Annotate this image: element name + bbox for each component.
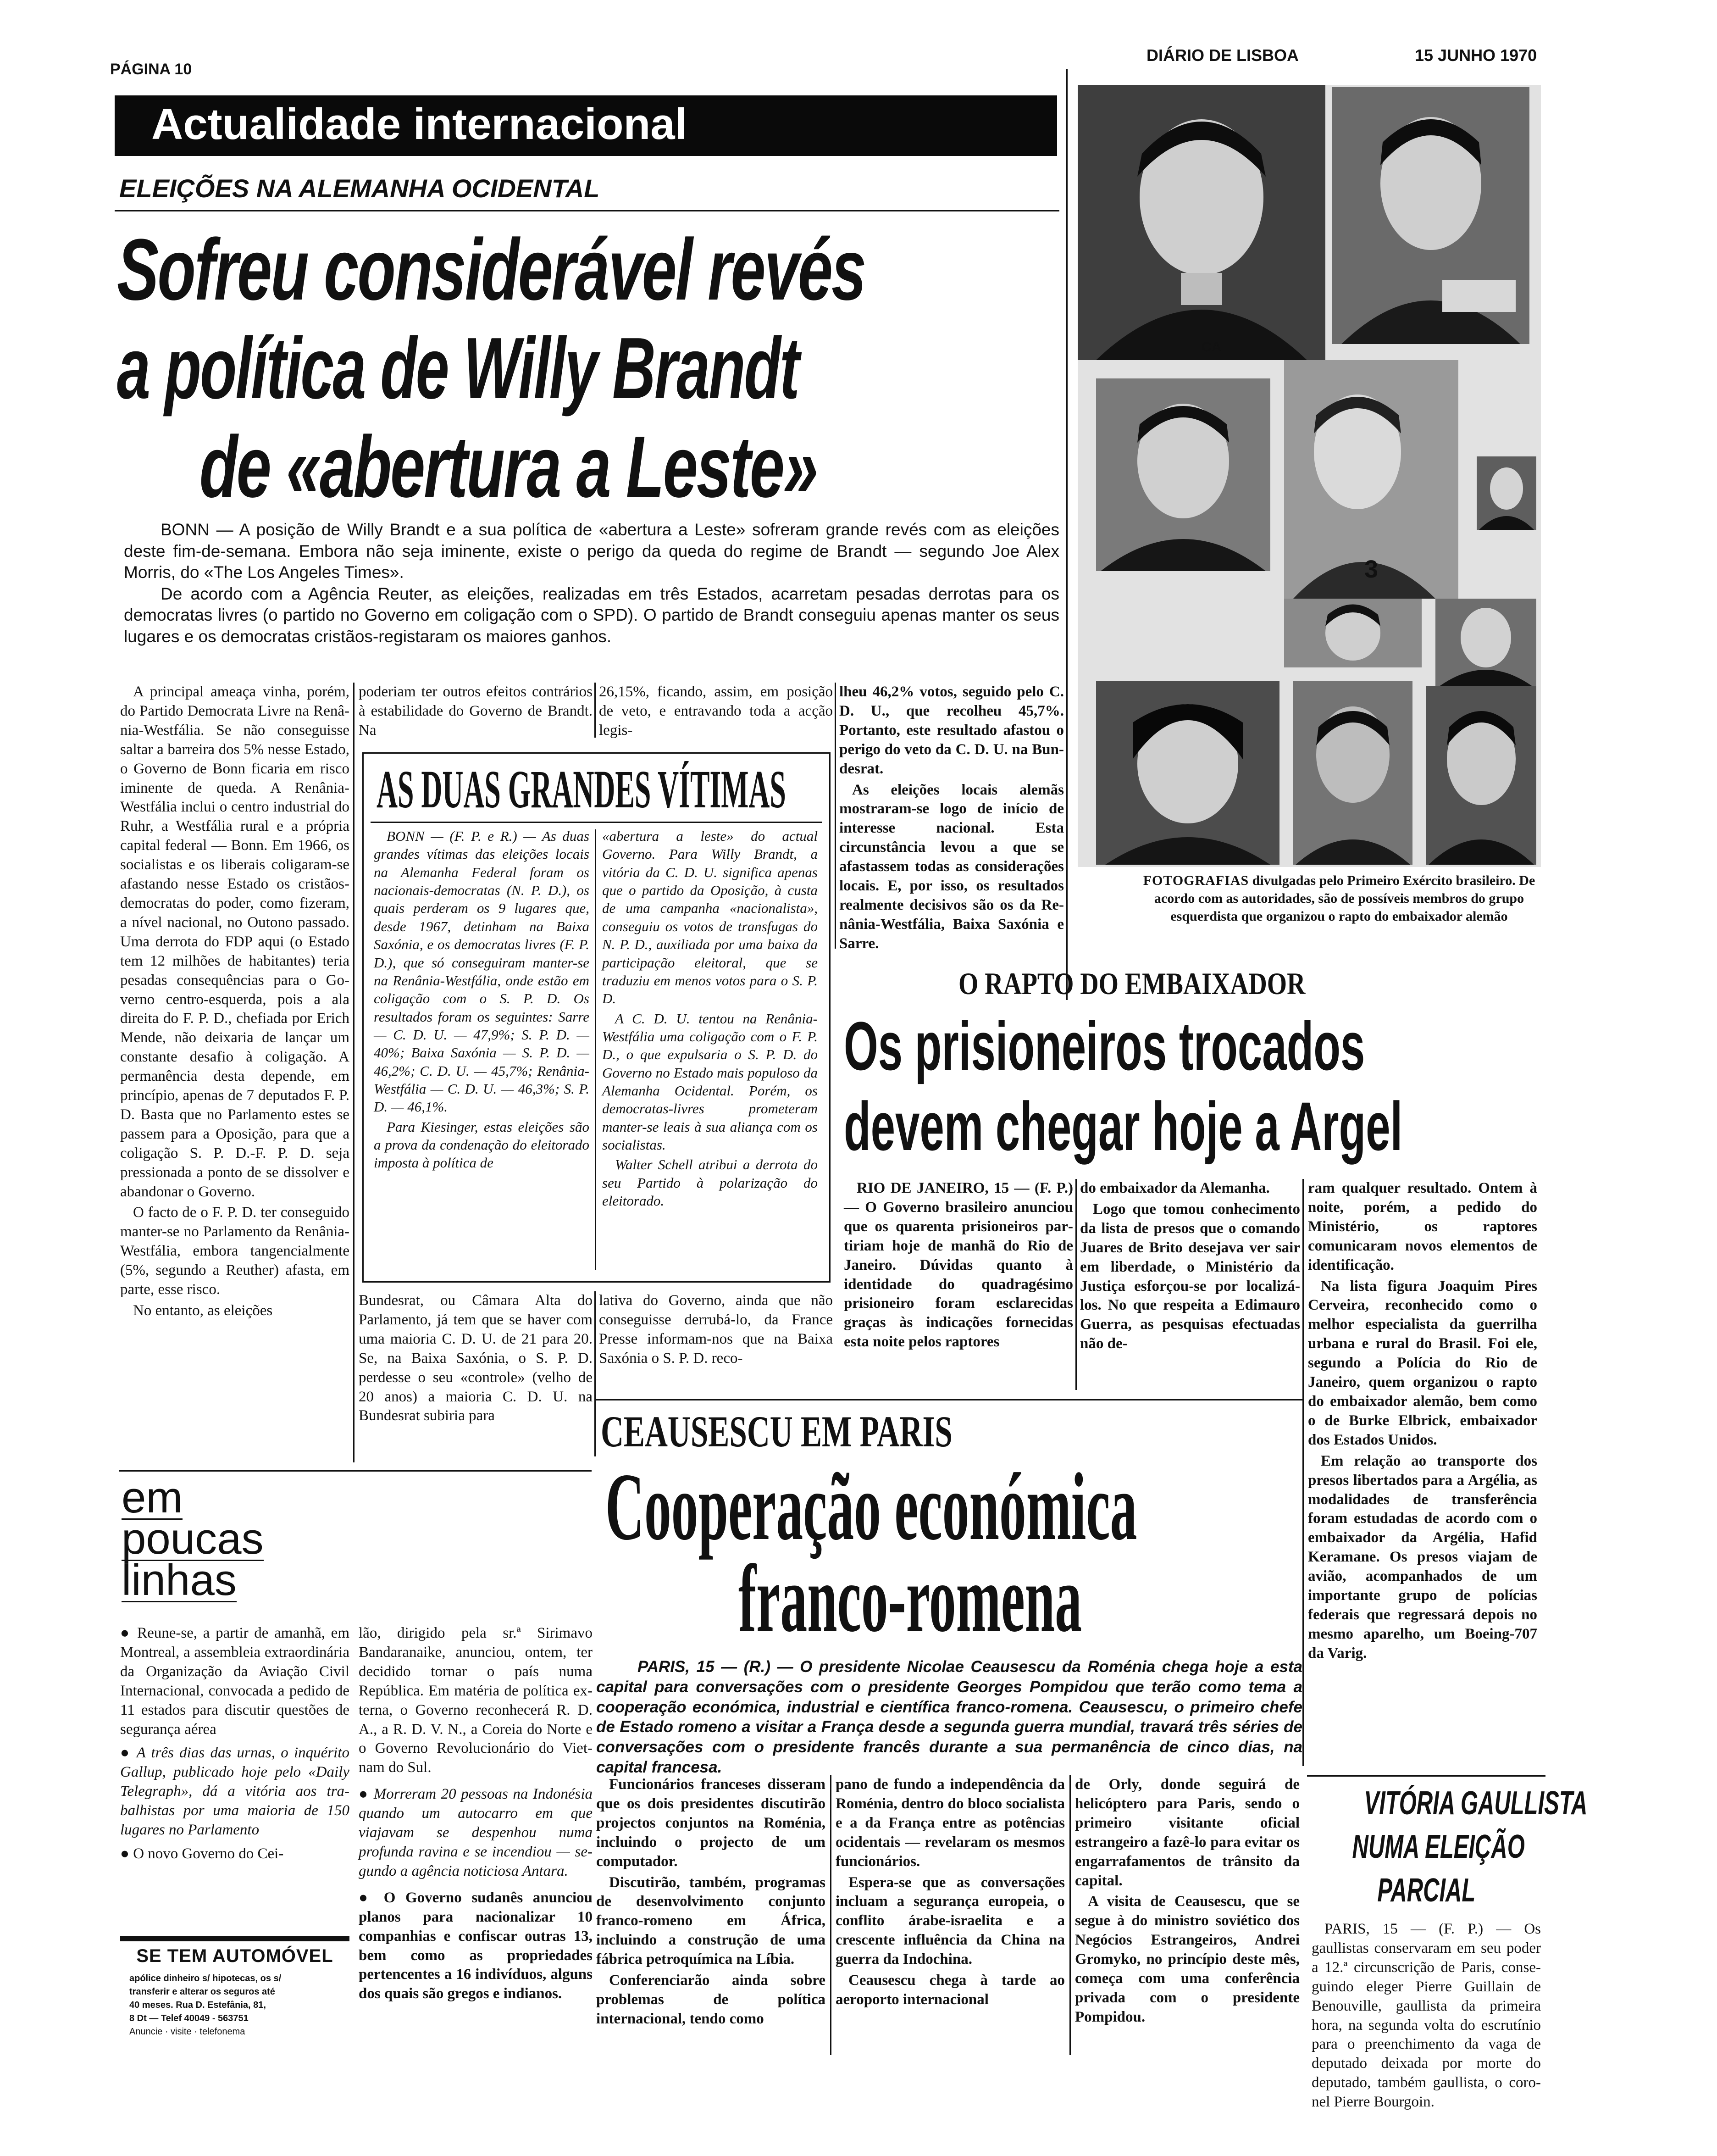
- photo-tag-3: 3: [1364, 556, 1379, 583]
- lead-col3-bottom: lativa do Governo, ainda que não conseguisse derrubá-lo, da France Presse informam-nos que na Baixa Saxónia o S. P. D. reco-: [599, 1292, 833, 1367]
- lead-body-col-1: [120, 683, 349, 1467]
- ceausescu-headline: [596, 1454, 1302, 1652]
- victims-sidebar-box: [362, 752, 831, 1283]
- victims-col1-p1: BONN — (F. P. e R.) — As duas grandes vítimas das eleições locais na Alemanha Federal foram os nacionais-democratas (N. P. D.), os quais perderam os 9 lugares que, desde 1967, detinham na Baixa Saxónia, e os democratas livres (F. P. D.), que só conseguiram manter-se na Renânia-Westfália, onde estão em coligação com o S. P. D. Os resultados foram os seguintes: Sarre — C. D. U. — 47,9%; S. P. D. — 40%; Baixa Saxónia — S. P. D. — 46,2%; C. D. U. — 45,7%; Renânia-Westfália — C. D. U. — 46,3%; S. P. D. — 46,1%.: [374, 828, 589, 1115]
- brief-top-rule: [119, 1470, 592, 1472]
- lead-body-col-2-bottom: [359, 1291, 593, 1456]
- gaullist-top-rule: [1307, 1775, 1545, 1777]
- suspect-photo-8: [1096, 681, 1279, 865]
- classified-ad: [120, 1936, 349, 2065]
- kidnap-col3-p3: Em relação ao transporte dos presos libertados para a Argélia, as modalidades de transferência foram estudadas de acordo com o embaixador da Argélia, Hafid Keramane. Os presos viajam de avião, acompanhados de um importante grupo de polícias federais que regressará depois no mesmo aparelho, um Boeing-707 da Varig.: [1308, 1452, 1537, 1661]
- kicker-rule: [115, 210, 1059, 211]
- ceausescu-intro-text: PARIS, 15 — (R.) — O presidente Nicolae Ceausescu da Roménia chega hoje a esta capital para conversações com o presidente Georges Pompidou que terão como tema a cooperação económica, industrial e científica franco-romena. Ceausescu, o primeiro chefe de Estado romeno a visitar a França desde a segunda guerra mundial, travará três séries de conversações com o presidente francês durante a sua permanência de cinco dias, na capital francesa.: [596, 1658, 1302, 1776]
- ceausescu-col2-p3: Ceausescu chega à tarde ao aeroporto internacional: [836, 1972, 1065, 2008]
- lead-col2-top: poderiam ter outros efeitos contrários à estabilidade do Governo de Brandt. Na: [359, 683, 593, 739]
- ceausescu-headline-line-1: Cooperação económica: [605, 1454, 1137, 1560]
- suspect-photo-10: [1426, 686, 1536, 865]
- brief-col-2: [359, 1624, 593, 2060]
- suspect-portrait-2: [1332, 87, 1529, 344]
- brief-logo-line-3: linhas: [122, 1556, 237, 1605]
- victims-col2-p3: Walter Schell atribui a derrota do seu Partido à polarização do eleitorado.: [602, 1156, 818, 1209]
- suspect-portrait-3: [1096, 378, 1270, 571]
- ceausescu-col-3: [1075, 1775, 1300, 2060]
- section-kicker: ELEIÇÕES NA ALEMANHA OCIDENTAL: [119, 174, 600, 203]
- brief-item-5: [359, 1785, 593, 1881]
- column-rule: [1069, 1775, 1071, 2055]
- ceausescu-top-rule: [596, 1399, 1302, 1400]
- lead-intro: [124, 519, 1059, 648]
- suspect-portrait-5: [1477, 456, 1536, 530]
- lead-headline: [117, 219, 1066, 522]
- classified-ad-line: 40 meses. Rua D. Estefânia, 81,: [129, 2000, 266, 2010]
- ceausescu-col1-p3: Conferenciarão ainda sobre problemas de política internacional, tendo como: [596, 1972, 825, 2027]
- lead-intro-p1: BONN — A posição de Willy Brandt e a sua política de «abertura a Leste» sofreram grande revés com as eleições deste fim-de-semana. Embora não seja iminente, existe o perigo da queda do regime de Brandt — segundo Joe Alex Morris, do «The Los Angeles Times».: [124, 520, 1059, 582]
- issue-date: 15 JUNHO 1970: [1415, 46, 1537, 65]
- suspect-portrait-1: [1078, 85, 1325, 360]
- gaullist-body: [1312, 1920, 1541, 2111]
- victims-headline: AS DUAS GRANDES VÍTIMAS: [377, 759, 786, 819]
- headline-line-2: a política de Willy Brandt: [117, 320, 798, 417]
- column-rule: [830, 1775, 831, 2055]
- suspect-photo-7: [1435, 599, 1536, 686]
- lead-col3-top: 26,15%, ficando, assim, em posição de veto, e entravando toda a acção legis-: [599, 683, 833, 739]
- suspect-portrait-10: [1426, 686, 1536, 865]
- gaullist-headline: [1312, 1782, 1588, 1915]
- victims-col-2: [602, 827, 818, 1277]
- kidnap-headline: [844, 1007, 1545, 1172]
- newspaper-name: DIÁRIO DE LISBOA: [1147, 46, 1299, 65]
- victims-col2-p2: A C. D. U. tentou na Renânia-Westfália uma coligação com o F. P. D., o que expulsaria o S. P. D. do Governo no Estado mais populoso da Alemanha Ocidental. Porém, os democratas-livres prometeram manter-se leais à sua aliança com os socialistas.: [602, 1010, 818, 1153]
- brief-item-2: [120, 1744, 349, 1840]
- column-rule: [1075, 1179, 1077, 1390]
- lead-col4-p2: As eleições locais alemãs mostraram-se logo de início de interesse nacional. Esta circunstância levou a que se afastassem todas as considerações locais. E, por isso, os resultados realmente decisivos são os da Renânia-Westfália, Baixa Saxónia e Sarre.: [839, 781, 1064, 952]
- classified-ad-line: apólice dinheiro s/ hipotecas, os s/: [129, 1973, 282, 1984]
- lead-intro-p2: De acordo com a Agência Reuter, as eleições, realizadas em três Estados, acarretam pesadas derrotas para os democratas livres (o partido no Governo em coligação com o SPD). O partido de Brandt conseguiu apenas manter os seus lugares e os democratas cristãos-registaram os maiores ganhos.: [124, 584, 1059, 646]
- ceausescu-kicker: [601, 1406, 1151, 1456]
- suspect-portrait-8: [1096, 681, 1279, 865]
- brief-item-1-text: Reune-se, a partir de amanhã, em Montreal, a assembleia extraordinária da Organização da Aviação Civil Internacional, convocada a pedido de 11 estados para discutir questões de segurança aérea: [120, 1625, 350, 1738]
- column-rule: [595, 829, 596, 1270]
- classified-ad-line: 8 Dt — Telef 40049 - 563751: [129, 2013, 249, 2023]
- bullet-icon: ●: [120, 1625, 138, 1641]
- brief-item-4: [359, 1624, 593, 1778]
- kidnap-col1-p1: RIO DE JANEIRO, 15 — (F. P.) — O Governo brasileiro anunciou que os quarenta prisioneiros partiriam hoje de manhã do Rio de Janeiro. Dúvidas quanto à identidade do quadragésimo prisioneiro foram esclarecidas graças às indicações fornecidas esta noite pelos raptores: [844, 1180, 1073, 1350]
- bullet-icon: ●: [120, 1745, 137, 1761]
- column-rule: [353, 683, 354, 1462]
- classified-ad-line: transferir e alterar os seguros até: [129, 1987, 275, 1997]
- photo-caption: [1137, 872, 1541, 925]
- gaullist-headline-line-1: VITÓRIA GAULLISTA: [1364, 1785, 1588, 1822]
- gaullist-text: PARIS, 15 — (F. P.) — Os gaullistas conservaram em seu poder a 12.ª circunscrição de Paris, conseguindo eleger Pierre Guillain de Benouville, gaullista da primeira hora, na segunda volta do escrutínio para o preenchimento da vaga de deputado deixada por morte do deputado, também gaullista, o coronel Pierre Bourgoin.: [1312, 1921, 1541, 2111]
- ceausescu-col3-p2: A visita de Ceausescu, que se segue à do ministro soviético dos Negócios Estrangeiros, Andrei Gromyko, no princípio deste mês, começa com uma conferência privada com o presidente Pompidou.: [1075, 1893, 1300, 2025]
- column-rule: [594, 683, 596, 738]
- suspect-portrait-9: [1293, 681, 1412, 865]
- suspect-photo-6: [1284, 599, 1422, 667]
- lead-body-col-4: [839, 683, 1064, 953]
- kidnap-col-2: [1080, 1179, 1300, 1395]
- brief-logo-line-2: poucas: [122, 1514, 264, 1563]
- victims-rule: [371, 822, 822, 823]
- victims-col-1: [374, 827, 589, 1277]
- brief-logo-line-1: em: [122, 1473, 183, 1522]
- lead-body-col-2-top: [359, 683, 593, 742]
- ceausescu-intro: [596, 1657, 1302, 1776]
- ceausescu-col1-p2: Discutirão, também, programas de desenvolvimento conjunto franco-romeno em África, incluindo a construção de uma fábrica petroquímica na Líbia.: [596, 1874, 825, 1968]
- kidnap-kicker-text: O RAPTO DO EMBAIXADOR: [958, 966, 1306, 1001]
- suspect-photo-2: [1332, 87, 1529, 344]
- lead-col4-p1: lheu 46,2% votos, seguido pelo C. D. U., que recolheu 45,7%. Portanto, este resultado afastou o perigo do veto da C. D. U. na Bundesrat.: [839, 683, 1064, 777]
- brief-item-6-text: O Governo sudanês anunciou planos para nacionalizar 10 companhias e confiscar outras 13, bem como as propriedades pertencentes a 16 indivíduos, alguns dos quais são gregos e indianos.: [359, 1889, 593, 2002]
- brief-item-1: [120, 1624, 349, 1739]
- headline-line-1: Sofreu considerável revés: [117, 221, 865, 318]
- ceausescu-col3-p1: de Orly, donde seguirá de helicóptero para Paris, sendo o primeiro visitante oficial estrangeiro a fazê-lo para evitar os engarrafamentos de trânsito da capital.: [1075, 1776, 1300, 1889]
- suspect-portrait-6: [1284, 599, 1422, 667]
- photo-caption-lead: FOTOGRAFIAS: [1143, 873, 1249, 888]
- kidnap-col3-p1: ram qualquer resultado. Ontem à noite, porém, a pedido do Ministério, os raptores comunicaram novos elementos de identificação.: [1308, 1180, 1537, 1273]
- lead-col2-bottom: Bundesrat, ou Câmara Alta do Parlamento, já tem que se haver com uma maioria C. D. U. de 21 para 20. Se, na Baixa Saxónia, o S. P. D. perdesse o seu «controle» (velho de 20 anos) a maioria C. D. U. na Bundesrat subiria para: [359, 1292, 593, 1424]
- brief-item-3-text: O novo Governo do Cei-: [133, 1845, 284, 1862]
- ceausescu-headline-line-2: franco-romena: [738, 1545, 1082, 1652]
- section-banner: [115, 95, 1057, 156]
- kidnap-headline-line-1: Os prisioneiros trocados: [844, 1007, 1365, 1084]
- brief-item-4-text: lão, dirigido pela sr.ª Sirimavo Bandaranaike, anunciou, ontem, ter decidido tornar o país numa República. Em matéria de política externa, o Governo reconhecerá R. D. A., a R. D. V. N., a Coreia do Norte e o Governo Revolucionário do Vietnam do Sul.: [359, 1625, 593, 1776]
- brief-item-6: [359, 1889, 593, 2004]
- bullet-icon: ●: [120, 1845, 133, 1862]
- kidnap-col2-p2: Logo que tomou conhecimento da lista de presos que o comando Juares de Brito desejava ver sair em liberdade, o Ministério da Justiça esforçou-se por localizá-los. No que respeita a Edimauro Guerra, as pesquisas efectuadas não de-: [1080, 1200, 1300, 1352]
- kidnap-col2-p1: do embaixador da Alemanha.: [1080, 1180, 1270, 1196]
- bullet-icon: ●: [359, 1786, 374, 1803]
- column-rule: [835, 683, 836, 949]
- kidnap-kicker: [958, 966, 1435, 1002]
- gaullist-headline-line-2: NUMA ELEIÇÃO: [1352, 1828, 1525, 1865]
- gaullist-headline-line-3: PARCIAL: [1377, 1872, 1475, 1909]
- classified-ad-line: Anuncie · visite · telefonema: [129, 2027, 245, 2037]
- ceausescu-kicker-text: CEAUSESCU EM PARIS: [601, 1407, 953, 1456]
- bullet-icon: ●: [359, 1889, 384, 1906]
- lead-body-col-3-top: [599, 683, 833, 742]
- kidnap-headline-line-2: devem chegar hoje a Argel: [844, 1088, 1403, 1165]
- page-divider: [1066, 69, 1068, 1000]
- suspect-photo-1: [1078, 85, 1325, 360]
- classified-ad-heading: SE TEM AUTOMÓVEL: [136, 1946, 333, 1966]
- lead-col1-p2: O facto de o F. P. D. ter conseguido manter-se no Parlamento da Renânia-Westfália, embora tangencialmente (5%, segundo a Reuther) afasta, em parte, esse risco.: [120, 1204, 349, 1298]
- lead-col1-p1: A principal ameaça vinha, porém, do Partido Democrata Livre na Renânia-Westfália. Se não conseguisse saltar a barreira dos 5% nesse Estado, o Governo de Bonn ficaria em risco iminente de queda. A Renânia-Westfália inclui o centro industrial do Ruhr, a Westfália rural e a própria capital federal — Bonn. Em 1966, os socialistas e os liberais coligaram-se afastando nesse Estado os cristãos-democratas do poder, como fizeram, a nível nacional, no Outono passado. Uma derrota do FDP aqui (o Estado tem 12 milhões de habitantes) teria pesadas consequências para o Governo centro-esquerda, pois a ala direita do F. P. D., chefiada por Erich Mende, não deixaria de lançar um constante desafio à coligação. A permanência desta depende, em princípio, apenas de 7 deputados F. P. D. Basta que no Parlamento estes se passem para a Oposição, para que a coligação S. P. D.-F. P. D. seja pressionada a ponto de se dissolver e abandonar o Governo.: [120, 683, 349, 1200]
- ceausescu-col-2: [836, 1775, 1065, 2060]
- brief-item-5-text: Morreram 20 pessoas na Indonésia quando um autocarro em que viajavam se despenhou numa profunda ravina e se incendiou — segundo a agência noticiosa Antara.: [359, 1786, 593, 1879]
- suspect-photo-5: [1477, 456, 1536, 530]
- section-banner-title: Actualidade internacional: [151, 100, 687, 149]
- photo-panel: [1078, 85, 1541, 867]
- ceausescu-col-1: [596, 1775, 825, 2060]
- suspect-photo-9: [1293, 681, 1412, 865]
- victims-col1-p2: Para Kiesinger, estas eleições são a prova da condenação do eleitorado imposta à política de: [374, 1118, 589, 1171]
- brief-logo: [122, 1473, 378, 1605]
- ceausescu-col2-p2: Espera-se que as conversações incluam a segurança europeia, o conflito árabe-israelita e a crescente influência da China na guerra da Indochina.: [836, 1874, 1065, 1968]
- brief-col-1: [120, 1624, 349, 1922]
- page-number: PÁGINA 10: [110, 61, 192, 78]
- suspect-photo-3: [1096, 378, 1270, 571]
- brief-item-2-text: A três dias das urnas, o inquérito Gallup, publicado hoje pelo «Daily Telegraph», dá a vitória aos trabalhistas por uma maioria de 150 lugares no Parlamento: [120, 1745, 349, 1839]
- brief-item-3: [120, 1845, 349, 1864]
- suspect-portrait-7: [1435, 599, 1536, 686]
- photo-caption-text: divulgadas pelo Primeiro Exército brasileiro. De acordo com as autoridades, são de possíveis membros do grupo esquerdista que organizou o rapto do embaixador alemão: [1154, 873, 1535, 924]
- photo-tag-ca: CA: [1202, 339, 1222, 355]
- lead-col1-p3: No entanto, as eleições: [133, 1302, 273, 1319]
- headline-line-3: de «abertura a Leste»: [199, 418, 817, 516]
- ceausescu-col1-p1: Funcionários franceses disseram que os dois presidentes discutirão projectos conjuntos na Roménia, incluindo o projecto de um computador.: [596, 1776, 825, 1870]
- kidnap-col3-p2: Na lista figura Joaquim Pires Cerveira, reconhecido como o melhor especialista da guerrilha urbana e rural do Brasil. Foi ele, segundo a Polícia do Rio de Janeiro, quem organizou o rapto do embaixador alemão, bem como o de Burke Elbrick, embaixador dos Estados Unidos.: [1308, 1278, 1537, 1448]
- kidnap-col-1: [844, 1179, 1073, 1395]
- victims-col2-p1: «abertura a leste» do actual Governo. Para Willy Brandt, a vitória da C. D. U. significa apenas que o partido da Oposição, à custa de uma campanha «nacionalista», conseguiu os votos de transfugas do N. P. D., auxiliada por uma baixa da participação eleitoral, que se traduziu em menos votos para o S. P. D.: [602, 828, 818, 1007]
- ceausescu-col2-p1: pano de fundo a independência da Roménia, dentro do bloco socialista e a da França entre as potências ocidentais — revelaram os mesmos funcionários.: [836, 1776, 1065, 1870]
- column-rule: [594, 1291, 596, 1456]
